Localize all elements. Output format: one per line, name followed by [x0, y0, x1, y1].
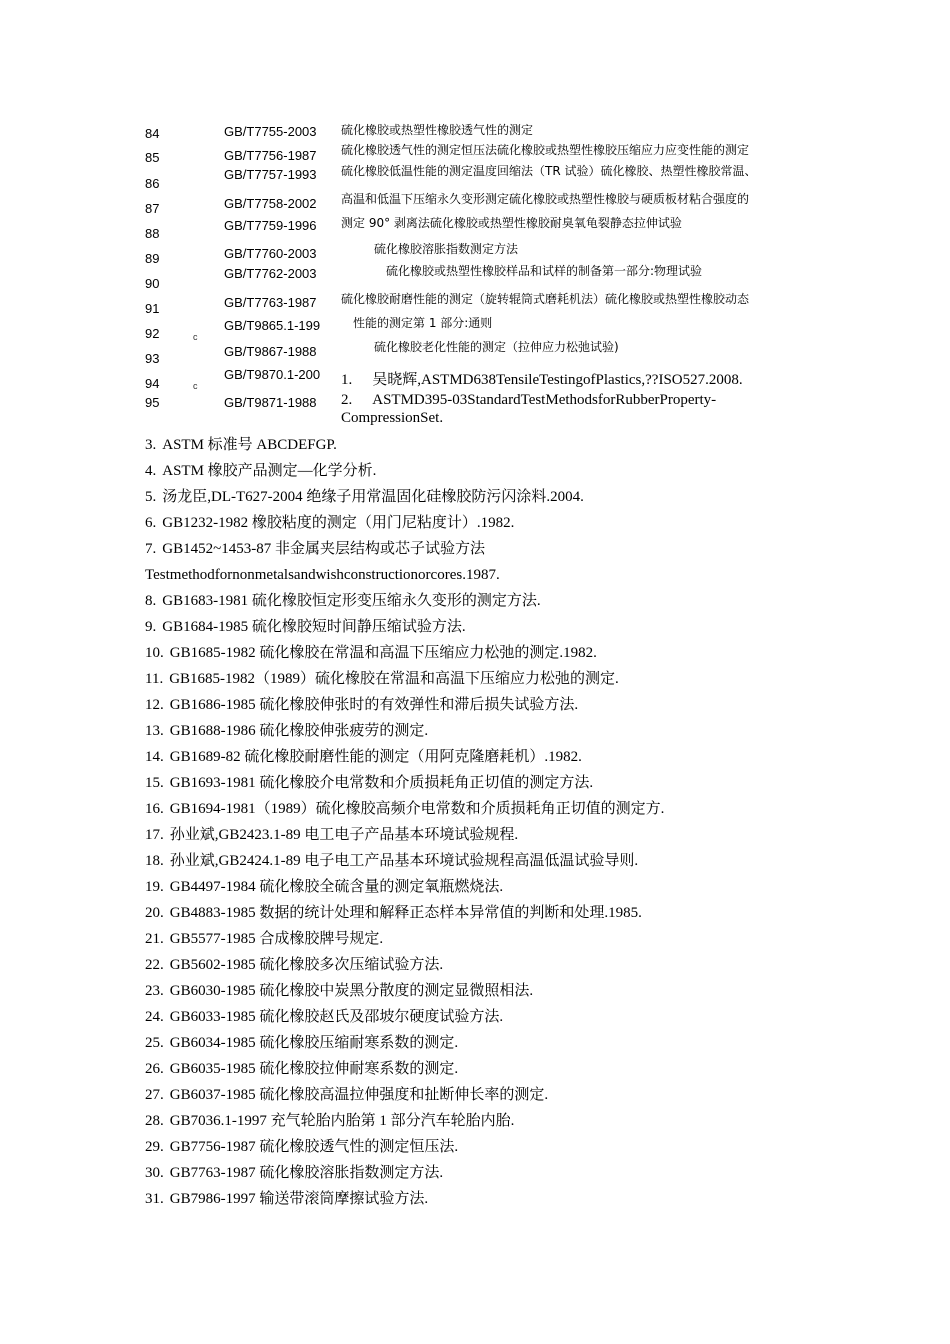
reference-number: 30. — [145, 1165, 164, 1181]
reference-text: 汤龙臣,DL-T627-2004 绝缘子用常温固化硅橡胶防污闪涂料.2004. — [162, 489, 584, 505]
reference-number: 31. — [145, 1191, 164, 1207]
reference-item — [145, 848, 865, 874]
reference-number: 20. — [145, 905, 164, 921]
row-mark: c — [193, 332, 198, 342]
reference-number: 27. — [145, 1087, 164, 1103]
reference-item — [145, 822, 865, 848]
reference-text: GB1689-82 硫化橡胶耐磨性能的测定（用阿克隆磨耗机）.1982. — [169, 749, 582, 765]
reference-item — [145, 1160, 865, 1186]
reference-text: GB5577-1985 合成橡胶牌号规定. — [169, 931, 384, 947]
reference-text: GB5602-1985 硫化橡胶多次压缩试验方法. — [169, 957, 444, 973]
row-number: 94 — [145, 376, 160, 391]
reference-number: 8. — [145, 593, 157, 609]
standard-description: 硫化橡胶溶胀指数测定方法 — [374, 242, 519, 256]
reference-number: 24. — [145, 1009, 164, 1025]
reference-item — [145, 692, 865, 718]
reference-number: 26. — [145, 1061, 164, 1077]
reference-item — [145, 1082, 865, 1108]
standard-description: 性能的测定第 1 部分:通则 — [353, 316, 493, 330]
reference-text: GB1683-1981 硫化橡胶恒定形变压缩永久变形的测定方法. — [162, 593, 541, 609]
reference-item — [145, 640, 865, 666]
reference-text: 孙业斌,GB2424.1-89 电子电工产品基本环境试验规程高温低温试验导则. — [169, 853, 639, 869]
standard-code: GB/T7756-1987 — [224, 148, 317, 163]
reference-text: GB1693-1981 硫化橡胶介电常数和介质损耗角正切值的测定方法. — [169, 775, 594, 791]
reference-item — [145, 1030, 865, 1056]
reference-text: GB6037-1985 硫化橡胶高温拉伸强度和扯断伸长率的测定. — [169, 1087, 549, 1103]
reference-text: GB1452~1453-87 非金属夹层结构或芯子试验方法 — [162, 541, 485, 557]
table-row — [0, 318, 950, 340]
reference-item — [145, 900, 865, 926]
row-number: 95 — [145, 395, 160, 410]
reference-item — [145, 588, 865, 614]
reference-item — [145, 926, 865, 952]
reference-text: GB6035-1985 硫化橡胶拉伸耐寒系数的测定. — [169, 1061, 459, 1077]
reference-item — [145, 978, 865, 1004]
reference-number: 21. — [145, 931, 164, 947]
standard-code: GB/T9871-1988 — [224, 395, 317, 410]
reference-text: GB4883-1985 数据的统计处理和解释正态样本异常值的判断和处理.1985. — [169, 905, 642, 921]
reference-item — [145, 874, 865, 900]
reference-item — [145, 536, 865, 562]
reference-text: CompressionSet. — [341, 410, 444, 426]
reference-number: 19. — [145, 879, 164, 895]
reference-text: 吴晓辉,ASTMD638TensileTestingofPlastics,??ISO527.2008. — [372, 372, 743, 388]
row-number: 84 — [145, 126, 160, 141]
reference-text: GB4497-1984 硫化橡胶全硫含量的测定氧瓶燃烧法. — [169, 879, 504, 895]
reference-number: 18. — [145, 853, 164, 869]
reference-text: GB1688-1986 硫化橡胶伸张疲劳的测定. — [169, 723, 429, 739]
row-mark: c — [193, 381, 198, 391]
standard-code: GB/T9865.1-199 — [224, 318, 321, 333]
table-row — [0, 342, 950, 364]
reference-item — [145, 1004, 865, 1030]
standard-description: 硫化橡胶老化性能的测定（拉伸应力松弛试验) — [374, 340, 619, 354]
reference-text: GB7986-1997 输送带滚筒摩擦试验方法. — [169, 1191, 429, 1207]
reference-number: 13. — [145, 723, 164, 739]
reference-item — [145, 770, 865, 796]
reference-number: 28. — [145, 1113, 164, 1129]
reference-item — [341, 392, 716, 409]
reference-item — [145, 744, 865, 770]
reference-number: 22. — [145, 957, 164, 973]
reference-number: 23. — [145, 983, 164, 999]
reference-text: GB1685-1982（1989）硫化橡胶在常温和高温下压缩应力松弛的测定. — [169, 671, 619, 687]
reference-text: GB1684-1985 硫化橡胶短时间静压缩试验方法. — [162, 619, 466, 635]
table-row — [0, 264, 950, 291]
reference-number: 10. — [145, 645, 164, 661]
reference-text: GB1685-1982 硫化橡胶在常温和高温下压缩应力松弛的测定.1982. — [169, 645, 597, 661]
reference-item — [145, 1186, 865, 1212]
reference-number: 14. — [145, 749, 164, 765]
row-number: 90 — [145, 276, 160, 291]
reference-text: ASTM 标准号 ABCDEFGP. — [162, 437, 337, 453]
reference-text: GB7763-1987 硫化橡胶溶胀指数测定方法. — [169, 1165, 444, 1181]
standard-code: GB/T7762-2003 — [224, 266, 317, 281]
reference-text: Testmethodfornonmetalsandwishconstructionorcores.1987. — [145, 567, 500, 583]
reference-item — [145, 1056, 865, 1082]
reference-text: GB1694-1981（1989）硫化橡胶高频介电常数和介质损耗角正切值的测定方. — [169, 801, 665, 817]
reference-number: 7. — [145, 541, 157, 557]
reference-number: 6. — [145, 515, 157, 531]
reference-item — [145, 484, 865, 510]
reference-number: 5. — [145, 489, 157, 505]
standard-code: GB/T7758-2002 — [224, 196, 317, 211]
reference-number: 16. — [145, 801, 164, 817]
reference-text: GB7036.1-1997 充气轮胎内胎第 1 部分汽车轮胎内胎. — [169, 1113, 515, 1129]
reference-list — [145, 432, 865, 1212]
row-number: 86 — [145, 176, 160, 191]
reference-number: 17. — [145, 827, 164, 843]
reference-text: GB6033-1985 硫化橡胶赵氏及邵坡尔硬度试验方法. — [169, 1009, 504, 1025]
reference-text: GB1232-1982 橡胶粘度的测定（用门尼粘度计）.1982. — [162, 515, 515, 531]
reference-number: 3. — [145, 437, 157, 453]
table-row — [0, 294, 950, 316]
standard-description: 测定 90° 剥离法硫化橡胶或热塑性橡胶耐臭氧龟裂静态拉伸试验 — [341, 216, 682, 230]
standard-description: 硫化橡胶或热塑性橡胶样品和试样的制备第一部分:物理试验 — [386, 264, 703, 278]
reference-number: 11. — [145, 671, 164, 687]
reference-text: GB6034-1985 硫化橡胶压缩耐寒系数的测定. — [169, 1035, 459, 1051]
row-number: 85 — [145, 150, 160, 165]
standard-code: GB/T9867-1988 — [224, 344, 317, 359]
standard-code: GB/T7755-2003 — [224, 124, 317, 139]
reference-item — [145, 510, 865, 536]
row-number: 88 — [145, 226, 160, 241]
reference-number: 29. — [145, 1139, 164, 1155]
reference-item — [145, 952, 865, 978]
reference-text: GB7756-1987 硫化橡胶透气性的测定恒压法. — [169, 1139, 459, 1155]
reference-continuation — [341, 410, 443, 427]
standard-code: GB/T7759-1996 — [224, 218, 317, 233]
reference-item — [341, 368, 743, 389]
reference-number: 2. — [341, 392, 353, 408]
standard-description: 硫化橡胶低温性能的测定温度回缩法（TR 试验）硫化橡胶、热塑性橡胶常温、 — [341, 164, 757, 178]
reference-text: ASTM 橡胶产品测定—化学分析. — [162, 463, 377, 479]
reference-number: 25. — [145, 1035, 164, 1051]
reference-item — [145, 666, 865, 692]
standard-code: GB/T7760-2003 — [224, 246, 317, 261]
reference-text: GB6030-1985 硫化橡胶中炭黑分散度的测定显微照相法. — [169, 983, 534, 999]
reference-item — [145, 614, 865, 640]
row-number: 87 — [145, 201, 160, 216]
standard-code: GB/T7763-1987 — [224, 295, 317, 310]
reference-item — [145, 796, 865, 822]
reference-item — [145, 458, 865, 484]
row-number: 92 — [145, 326, 160, 341]
standard-description: 硫化橡胶耐磨性能的测定（旋转辊筒式磨耗机法）硫化橡胶或热塑性橡胶动态 — [341, 292, 750, 306]
reference-item — [145, 432, 865, 458]
table-row — [0, 218, 950, 240]
row-number: 93 — [145, 351, 160, 366]
reference-number: 15. — [145, 775, 164, 791]
reference-item — [145, 718, 865, 744]
standard-code: GB/T9870.1-200 — [224, 367, 321, 382]
reference-number: 4. — [145, 463, 157, 479]
reference-text: GB1686-1985 硫化橡胶伸张时的有效弹性和滞后损失试验方法. — [169, 697, 579, 713]
reference-number: 12. — [145, 697, 164, 713]
reference-number: 9. — [145, 619, 157, 635]
standard-code: GB/T7757-1993 — [224, 167, 317, 182]
reference-text: ASTMD395-03StandardTestMethodsforRubberProperty- — [372, 392, 717, 408]
table-row — [0, 194, 950, 216]
standard-description: 硫化橡胶透气性的测定恒压法硫化橡胶或热塑性橡胶压缩应力应变性能的测定 — [341, 143, 750, 157]
reference-item — [145, 1108, 865, 1134]
reference-item — [145, 1134, 865, 1160]
standard-description: 高温和低温下压缩永久变形测定硫化橡胶或热塑性橡胶与硬质板材粘合强度的 — [341, 192, 750, 206]
table-row — [0, 164, 950, 191]
row-number: 91 — [145, 301, 160, 316]
row-number: 89 — [145, 251, 160, 266]
reference-text: 孙业斌,GB2423.1-89 电工电子产品基本环境试验规程. — [169, 827, 519, 843]
standard-description: 硫化橡胶或热塑性橡胶透气性的测定 — [341, 123, 534, 137]
reference-continuation — [145, 562, 865, 588]
reference-number: 1. — [341, 372, 353, 388]
